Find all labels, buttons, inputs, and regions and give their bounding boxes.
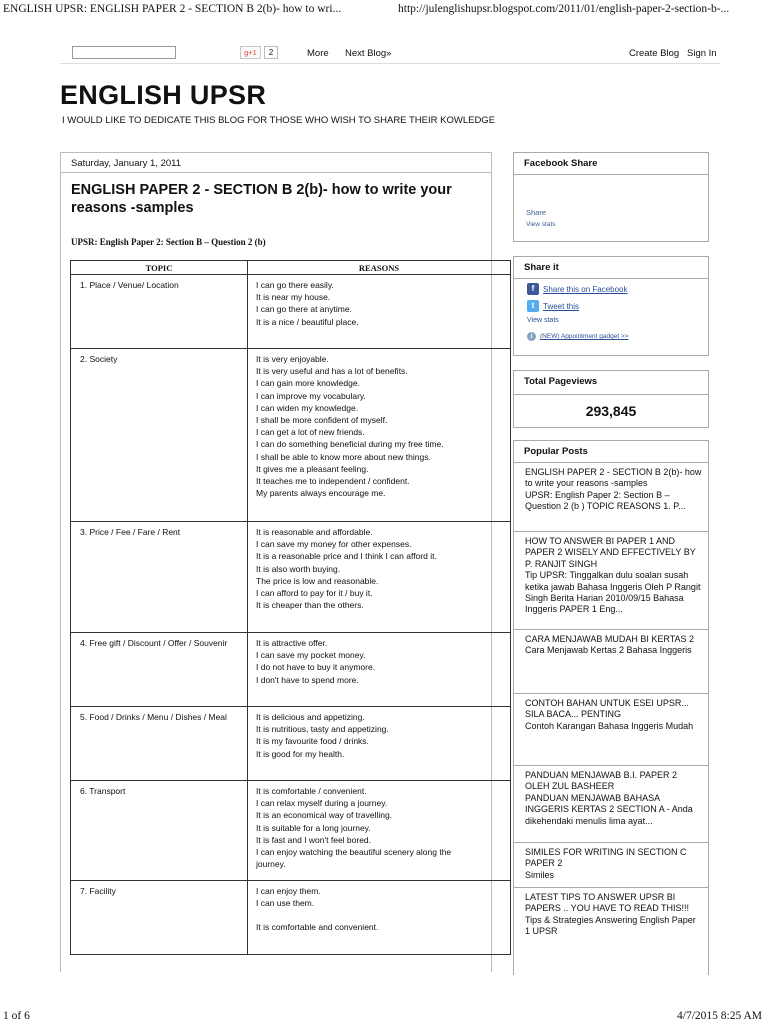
popular-post-title[interactable]: SIMILES FOR WRITING IN SECTION C PAPER 2 bbox=[525, 847, 687, 869]
post-title[interactable]: ENGLISH PAPER 2 - SECTION B 2(b)- how to write your reasons -samples bbox=[71, 182, 452, 216]
reason-line: It is attractive offer. bbox=[256, 638, 328, 648]
reason-line: It is nutritious, tasty and appetizing. bbox=[256, 724, 389, 735]
topic-cell: 4. Free gift / Discount / Offer / Souvenir bbox=[71, 633, 248, 707]
reason-line: I can save my money for other expenses. bbox=[256, 539, 412, 550]
create-blog-link[interactable]: Create Blog bbox=[629, 48, 680, 59]
share-view-stats-link[interactable]: View stats bbox=[527, 317, 559, 324]
reason-line: It is reasonable and affordable. bbox=[256, 527, 373, 537]
popular-post-title[interactable]: ENGLISH PAPER 2 - SECTION B 2(b)- how to write your reasons -samples bbox=[525, 467, 702, 489]
post-date: Saturday, January 1, 2011 bbox=[61, 153, 491, 173]
print-header bbox=[0, 0, 768, 20]
search-input[interactable] bbox=[72, 46, 176, 59]
reason-line: I can improve my vocabulary. bbox=[256, 390, 366, 401]
reasons-cell bbox=[248, 349, 511, 522]
reason-line: I can use them. bbox=[256, 898, 315, 909]
table-row bbox=[71, 522, 511, 633]
popular-post-item[interactable] bbox=[513, 462, 709, 531]
reason-line: It is comfortable / convenient. bbox=[256, 786, 367, 796]
topic-cell: 2. Society bbox=[71, 349, 248, 522]
topic-cell: 1. Place / Venue/ Location bbox=[71, 275, 248, 349]
reason-line: It is a nice / beautiful place. bbox=[256, 316, 359, 327]
popular-post-snippet: PANDUAN MENJAWAB BAHASA INGGERIS KERTAS 2 SECTION A - Anda dikehendaki menulis lima ayat... bbox=[525, 792, 693, 826]
reason-line: It is comfortable and convenient. bbox=[256, 922, 379, 933]
reasons-cell bbox=[248, 522, 511, 633]
popular-post-title[interactable]: CONTOH BAHAN UNTUK ESEI UPSR... SILA BACA... PENTING bbox=[525, 698, 689, 720]
table-header-topic: TOPIC bbox=[71, 261, 248, 275]
reasons-cell bbox=[248, 275, 511, 349]
reason-line: I do not have to buy it anymore. bbox=[256, 662, 376, 673]
gadget-title: Facebook Share bbox=[514, 153, 708, 175]
topic-cell: 3. Price / Fee / Fare / Rent bbox=[71, 522, 248, 633]
reason-line: It gives me a pleasant feeling. bbox=[256, 463, 369, 474]
post-subtitle: UPSR: English Paper 2: Section B – Question 2 (b) bbox=[71, 237, 266, 247]
reason-line: I don't have to spend more. bbox=[256, 674, 359, 685]
print-datetime: 4/7/2015 8:25 AM bbox=[677, 1010, 762, 1022]
popular-post-item[interactable] bbox=[513, 693, 709, 765]
reason-line: It is cheaper than the others. bbox=[256, 600, 364, 611]
next-blog-link[interactable]: Next Blog» bbox=[345, 48, 392, 59]
reason-line: It is fast and I won't feel bored. bbox=[256, 834, 372, 845]
print-header-url: http://julenglishupsr.blogspot.com/2011/01/english-paper-2-section-b-... bbox=[398, 3, 730, 15]
reason-line: The price is low and reasonable. bbox=[256, 575, 379, 586]
info-icon: i bbox=[527, 332, 536, 341]
share-view-stats-row[interactable] bbox=[527, 317, 559, 324]
popular-post-item[interactable] bbox=[513, 629, 709, 693]
reasons-cell bbox=[248, 781, 511, 881]
reason-line: It is delicious and appetizing. bbox=[256, 712, 365, 722]
gplus-count: 2 bbox=[264, 46, 278, 59]
tweet-link[interactable]: Tweet this bbox=[543, 301, 580, 311]
topic-cell: 6. Transport bbox=[71, 781, 248, 881]
gplus-button[interactable]: g+1 bbox=[240, 46, 261, 59]
table-row bbox=[71, 633, 511, 707]
table-row bbox=[71, 881, 511, 955]
print-page-number: 1 of 6 bbox=[3, 1010, 30, 1022]
reason-line: It is also worth buying. bbox=[256, 563, 341, 574]
reason-line: It teaches me to independent / confident. bbox=[256, 476, 410, 487]
popular-post-snippet: UPSR: English Paper 2: Section B – Question 2 (b ) TOPIC REASONS 1. P... bbox=[525, 489, 686, 512]
table-row bbox=[71, 781, 511, 881]
reason-line: I can widen my knowledge. bbox=[256, 402, 359, 413]
reason-line: I can save my pocket money. bbox=[256, 650, 366, 661]
twitter-icon: t bbox=[527, 300, 539, 312]
popular-posts-gadget bbox=[513, 440, 709, 462]
popular-post-snippet: Tip UPSR: Tinggalkan dulu soalan susah ketika jawab Bahasa Inggeris Oleh P Rangit Singh Berita Harian 2010/09/15 Bahasa Inggeris PAPER 1 Eng... bbox=[525, 570, 701, 615]
reason-line: I can enjoy them. bbox=[256, 886, 321, 896]
blog-title[interactable]: ENGLISH UPSR bbox=[60, 80, 267, 110]
facebook-share-gadget bbox=[513, 152, 709, 242]
popular-post-item[interactable] bbox=[513, 765, 709, 842]
popular-post-snippet: Tips & Strategies Answering English Paper 1 UPSR bbox=[525, 914, 696, 937]
popular-post-title[interactable]: CARA MENJAWAB MUDAH BI KERTAS 2 bbox=[525, 634, 695, 644]
blog-description: I WOULD LIKE TO DEDICATE THIS BLOG FOR THOSE WHO WISH TO SHARE THEIR KOWLEDGE bbox=[62, 115, 496, 126]
share-twitter-row[interactable] bbox=[527, 300, 579, 312]
reason-line: It is good for my health. bbox=[256, 748, 345, 759]
share-facebook-row[interactable] bbox=[527, 283, 628, 295]
reason-line: I can enjoy watching the beautiful scenery along the bbox=[256, 847, 452, 858]
print-footer bbox=[0, 1008, 768, 1024]
popular-post-snippet: Similes bbox=[525, 869, 555, 880]
reason-line: I shall be able to know more about new things. bbox=[256, 451, 431, 462]
appointment-gadget-link[interactable]: (NEW) Appointment gadget >> bbox=[540, 333, 629, 340]
popular-post-item[interactable] bbox=[513, 531, 709, 629]
reason-line: I can gain more knowledge. bbox=[256, 378, 360, 389]
reason-line: journey. bbox=[256, 859, 286, 870]
reason-line: I can do something beneficial during my free time. bbox=[256, 439, 444, 450]
reason-line: My parents always encourage me. bbox=[256, 488, 386, 499]
reason-line: It is an economical way of travelling. bbox=[256, 810, 393, 821]
reasons-cell bbox=[248, 707, 511, 781]
table-row bbox=[71, 349, 511, 522]
sign-in-link[interactable]: Sign In bbox=[687, 48, 717, 59]
facebook-share-link[interactable]: Share bbox=[526, 208, 547, 217]
reason-line: I shall be more confident of myself. bbox=[256, 415, 388, 426]
facebook-view-stats-link[interactable]: View stats bbox=[526, 221, 556, 228]
popular-post-title[interactable]: LATEST TIPS TO ANSWER UPSR BI PAPERS .. YOU HAVE TO READ THIS!!! bbox=[525, 892, 690, 914]
popular-post-item[interactable] bbox=[513, 887, 709, 975]
facebook-icon: f bbox=[527, 283, 539, 295]
print-header-title: ENGLISH UPSR: ENGLISH PAPER 2 - SECTION B 2(b)- how to wri... bbox=[3, 3, 342, 15]
topic-reasons-table bbox=[70, 260, 511, 955]
popular-post-item[interactable] bbox=[513, 842, 709, 887]
popular-post-title[interactable]: PANDUAN MENJAWAB B.I. PAPER 2 OLEH ZUL BASHEER bbox=[525, 770, 678, 792]
gadget-title: Total Pageviews bbox=[524, 376, 598, 387]
reason-line: It is near my house. bbox=[256, 292, 331, 303]
table-header-reasons: REASONS bbox=[248, 261, 511, 275]
post-container bbox=[60, 152, 492, 972]
table-row bbox=[71, 275, 511, 349]
table-row bbox=[71, 707, 511, 781]
total-pageviews-gadget bbox=[513, 370, 709, 394]
reason-line: I can afford to pay for it / buy it. bbox=[256, 588, 373, 599]
popular-post-title[interactable]: HOW TO ANSWER BI PAPER 1 AND PAPER 2 WISELY AND EFFECTIVELY BY P. RANJIT SINGH bbox=[525, 536, 696, 569]
popular-post-snippet: Cara Menjawab Kertas 2 Bahasa Inggeris bbox=[525, 645, 692, 656]
reason-line: It is my favourite food / drinks. bbox=[256, 736, 369, 747]
gadget-title: Popular Posts bbox=[524, 446, 588, 457]
reason-line: I can go there easily. bbox=[256, 280, 334, 290]
topic-cell: 5. Food / Drinks / Menu / Dishes / Meal bbox=[71, 707, 248, 781]
reason-line: I can go there at anytime. bbox=[256, 304, 352, 315]
reason-line: I can get a lot of new friends. bbox=[256, 427, 365, 438]
reasons-cell bbox=[248, 881, 511, 955]
more-link[interactable]: More bbox=[307, 48, 329, 59]
topic-cell: 7. Facility bbox=[71, 881, 248, 955]
pageviews-counter: 293,845 bbox=[513, 394, 709, 428]
appointment-gadget-row[interactable] bbox=[527, 332, 629, 341]
reasons-cell bbox=[248, 633, 511, 707]
popular-post-snippet: Contoh Karangan Bahasa Inggeris Mudah bbox=[525, 720, 694, 731]
reason-line: I can relax myself during a journey. bbox=[256, 798, 388, 809]
reason-line: It is a reasonable price and I think I can afford it. bbox=[256, 551, 437, 562]
blogger-navbar bbox=[60, 42, 720, 64]
share-facebook-link[interactable]: Share this on Facebook bbox=[543, 284, 628, 294]
reason-line: It is very enjoyable. bbox=[256, 354, 329, 364]
gadget-title: Share it bbox=[514, 257, 708, 279]
reason-line: It is suitable for a long journey. bbox=[256, 822, 371, 833]
reason-line: It is very useful and has a lot of benefits. bbox=[256, 366, 408, 377]
